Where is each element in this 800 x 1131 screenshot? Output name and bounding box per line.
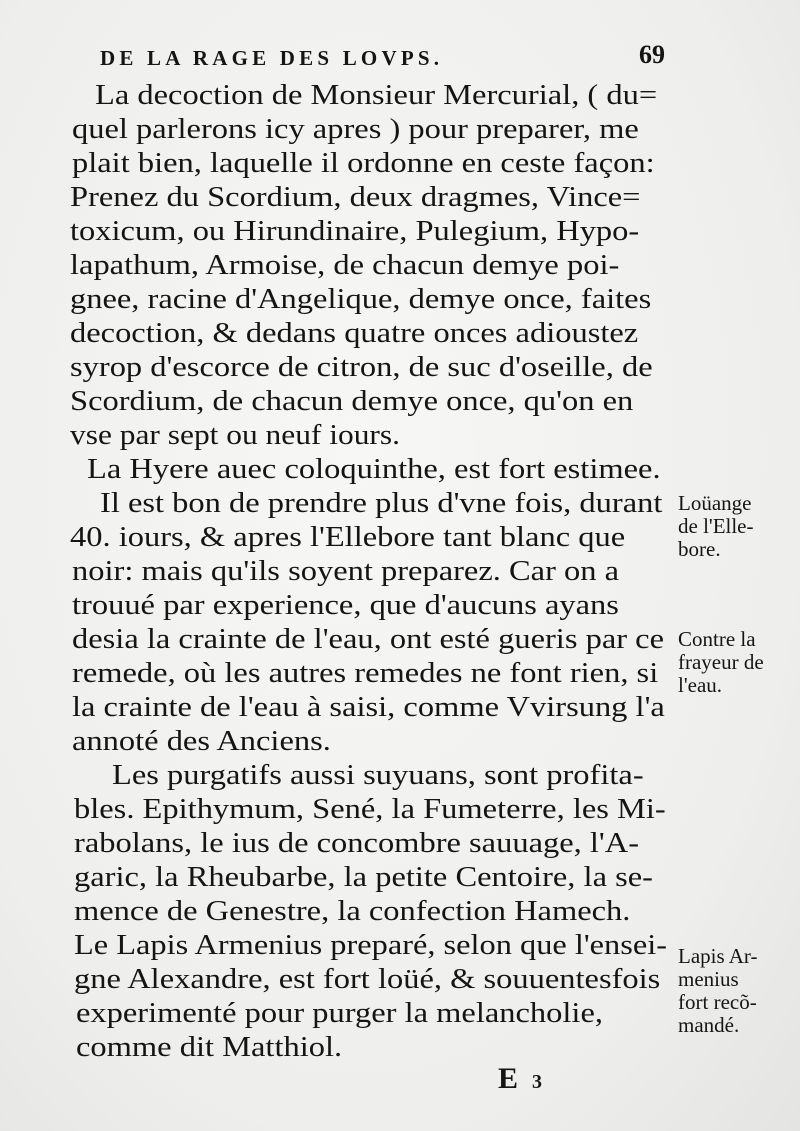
text-line: trouué par experience, que d'aucuns ayans — [72, 589, 619, 621]
text-line: Le Lapis Armenius preparé, selon que l'ensei- — [74, 929, 667, 961]
margin-note-line: fort recõ- — [678, 990, 757, 1014]
margin-note-line: Contre la — [678, 627, 756, 651]
margin-note-line: mandé. — [678, 1013, 740, 1037]
text-line: La decoction de Monsieur Mercurial, ( du= — [95, 79, 658, 111]
text-line: bles. Epithymum, Sené, la Fumeterre, les Mi- — [74, 793, 666, 825]
text-line: Scordium, de chacun demye once, qu'on en — [70, 385, 634, 417]
text-line: mence de Genestre, la confection Hamech. — [74, 895, 631, 927]
text-line: La Hyere auec coloquinthe, est fort estimee. — [87, 453, 661, 485]
margin-note — [678, 492, 796, 561]
text-line: desia la crainte de l'eau, ont esté gueris par ce — [72, 623, 665, 655]
margin-note-line: menius — [678, 967, 739, 991]
text-line: plait bien, laquelle il ordonne en ceste façon: — [72, 147, 655, 179]
text-line: la crainte de l'eau à saisi, comme Vvirsung l'a — [72, 691, 665, 723]
text-line: syrop d'escorce de citron, de suc d'oseille, de — [70, 351, 653, 383]
margin-note-line: de l'Elle- — [678, 514, 754, 538]
margin-note-line: frayeur de — [678, 650, 764, 674]
text-line: 40. iours, & apres l'Ellebore tant blanc que — [70, 521, 626, 553]
page-number: 69 — [639, 40, 665, 69]
running-head — [100, 40, 665, 80]
signature-mark — [498, 1062, 542, 1096]
margin-note-line: bore. — [678, 537, 721, 561]
margin-note — [678, 945, 796, 1037]
margin-note-line: l'eau. — [678, 673, 723, 697]
text-line: decoction, & dedans quatre onces adioustez — [70, 317, 639, 349]
text-line: gnee, racine d'Angelique, demye once, faites — [70, 283, 652, 315]
text-line: experimenté pour purger la melancholie, — [76, 997, 603, 1029]
text-line: toxicum, ou Hirundinaire, Pulegium, Hypo- — [70, 215, 640, 247]
text-line: Il est bon de prendre plus d'vne fois, durant — [100, 487, 663, 519]
text-line: comme dit Matthiol. — [76, 1031, 343, 1063]
signature-letter: E — [498, 1062, 519, 1095]
text-line: annoté des Anciens. — [72, 725, 331, 757]
text-line: quel parlerons icy apres ) pour preparer, me — [72, 113, 639, 145]
text-line: remede, où les autres remedes ne font rien, si — [72, 657, 659, 689]
signature-number: 3 — [532, 1071, 543, 1093]
running-head-title: DE LA RAGE DES LOVPS. — [100, 46, 444, 70]
text-line: gne Alexandre, est fort loüé, & souuentesfois — [74, 963, 661, 995]
text-line: Prenez du Scordium, deux dragmes, Vince= — [70, 181, 641, 213]
margin-note-line: Lapis Ar- — [678, 944, 758, 968]
text-line: rabolans, le ius de concombre sauuage, l'A- — [74, 827, 640, 859]
text-line: lapathum, Armoise, de chacun demye poi- — [70, 249, 620, 281]
margin-note-line: Loüange — [678, 491, 752, 515]
margin-note — [678, 628, 796, 697]
text-line: garic, la Rheubarbe, la petite Centoire, la se- — [74, 861, 653, 893]
text-line: vse par sept ou neuf iours. — [70, 419, 400, 451]
text-line: noir: mais qu'ils soyent preparez. Car on a — [72, 555, 620, 587]
text-line: Les purgatifs aussi suyuans, sont profita- — [112, 759, 644, 791]
